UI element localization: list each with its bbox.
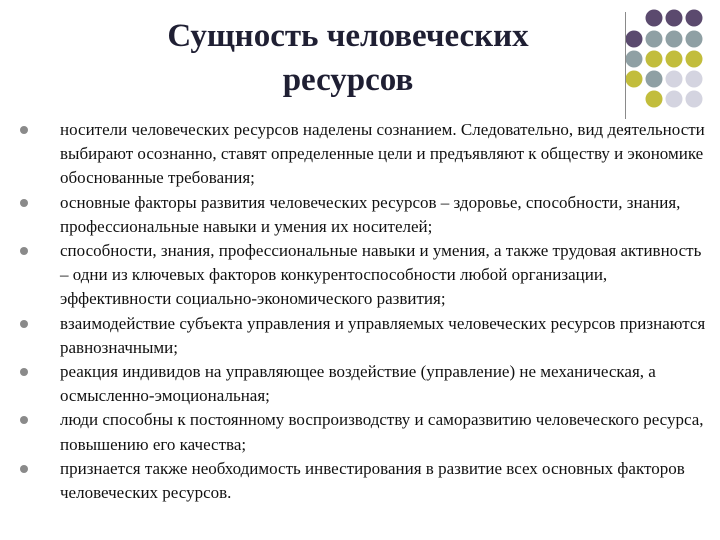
bullet-dot-icon [20,416,28,424]
title-divider-line [625,12,626,119]
bullet-item [20,191,710,239]
decorative-dot [686,91,703,108]
decorative-dot [666,51,683,68]
decorative-dot [626,51,643,68]
decorative-dot [666,10,683,27]
title-line-2: ресурсов [282,62,414,98]
bullet-text: способности, знания, профессиональные навыки и умения, а также трудовая активность – одни из ключевых факторов конкурентоспособности любой организации, эффективности социально-экономического развития; [60,241,702,309]
title-line-1: Сущность человеческих [167,18,529,54]
bullet-dot-icon [20,247,28,255]
bullet-text: люди способны к постоянному воспроизводству и саморазвитию человеческого ресурса, повышению его качества; [60,410,704,454]
bullet-dot-icon [20,465,28,473]
decorative-dot [646,31,663,48]
decorative-dot [666,71,683,88]
bullet-text: признается также необходимость инвестирования в развитие всех основных факторов человеческих ресурсов. [60,458,685,503]
bullet-item [20,312,710,360]
bullet-item [20,239,710,312]
bullet-item [20,360,710,408]
decorative-dot [686,31,703,48]
bullet-item [20,118,710,191]
bullet-list [20,118,710,505]
bullet-dot-icon [20,126,28,134]
bullet-item [20,457,710,505]
bullet-text: основные факторы развития человеческих ресурсов – здоровье, способности, знания, профессиональные навыки и умения их носителей; [60,192,681,236]
slide-title [88,14,608,102]
bullet-dot-icon [20,320,28,328]
decorative-dot [686,10,703,27]
decorative-dot [686,71,703,88]
decorative-dot [626,71,643,88]
bullet-dot-icon [20,199,28,207]
bullet-dot-icon [20,368,28,376]
decorative-dot [646,51,663,68]
bullet-item [20,408,710,456]
decorative-dot [666,91,683,108]
decorative-dot [686,51,703,68]
bullet-text: носители человеческих ресурсов наделены сознанием. Следовательно, вид деятельности выбирают осознанно, ставят определенные цели и предъявляют к обществу и экономике обоснованные требования; [60,120,705,188]
bullet-text: реакция индивидов на управляющее воздействие (управление) не механическая, а осмысленно-эмоциональная; [60,362,656,406]
decorative-dot [646,91,663,108]
decorative-dot [626,31,643,48]
decorative-dot [646,71,663,88]
decorative-dot [646,10,663,27]
bullet-text: взаимодействие субъекта управления и управляемых человеческих ресурсов признаются равнозначными; [60,313,706,357]
decorative-dot [666,31,683,48]
